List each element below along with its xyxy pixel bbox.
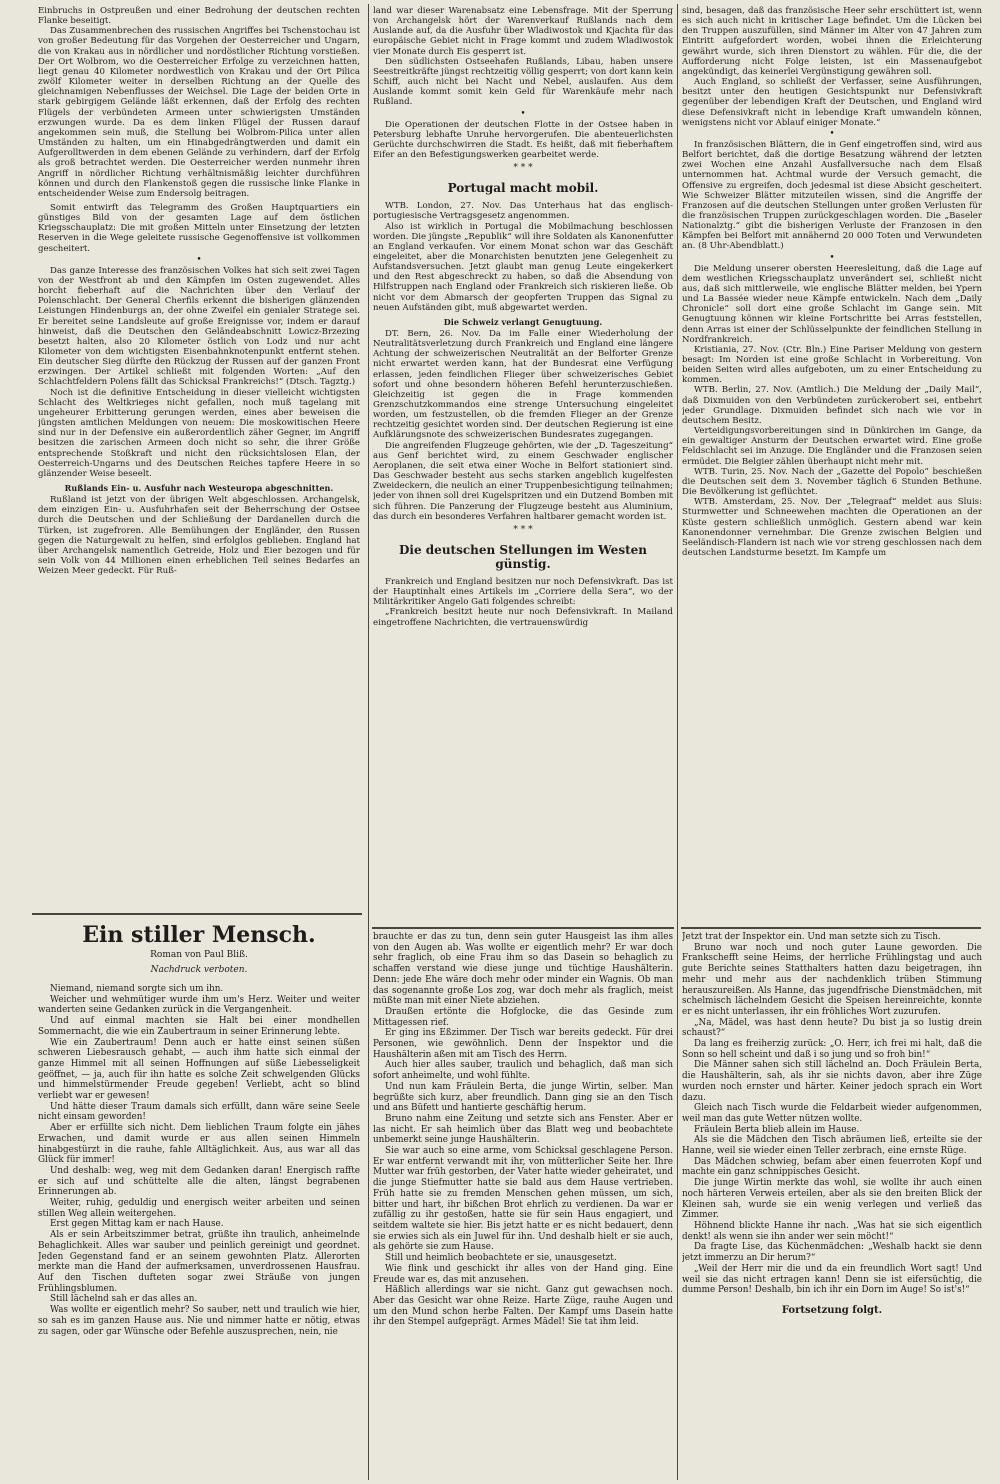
column-divider bbox=[368, 4, 369, 1480]
section-separator: * * * bbox=[513, 163, 533, 174]
paragraph: WTB. Turin, 25. Nov. Nach der „Gazette del Popolo“ beschießen die Deutschen seit dem 3. November täglich 6 Stunden Bethune. Die Bevölkerung ist geflüchtet. bbox=[682, 466, 982, 498]
separator-dot: • bbox=[196, 254, 202, 265]
serial-paragraph: Das Mädchen schwieg, befam aber einen feuerroten Kopf und machte ein ganz schnippisches Gesicht. bbox=[682, 1156, 982, 1178]
serial-paragraph: Was wollte er eigentlich mehr? So sauber, nett und traulich wie hier, so sah es im ganzen Hause aus. Nie und nimmer hatte er nötig, etwas zu sagen, oder gar Wünsche oder Befehle auszusprechen, nein, nie bbox=[38, 1305, 360, 1337]
paragraph: Frankreich und England besitzen nur noch Defensivkraft. Das ist der Hauptinhalt eines Artikels im „Corriere della Sera“, wo der Militärkritiker Angelo Gati folgendes schreibt: bbox=[373, 576, 673, 608]
news-column-3 bbox=[682, 6, 982, 924]
serial-title: Ein stiller Mensch. bbox=[82, 922, 316, 948]
serial-paragraph: Erst gegen Mittag kam er nach Hause. bbox=[50, 1219, 224, 1230]
paragraph: Die angreifenden Flugzeuge gehörten, wie der „D. Tageszeitung“ aus Genf berichtet wird, zu einem Geschwader englischer Aeroplanen, die seit etwa einer Woche in Belfort stationiert sind. Das Geschwader besteht aus sechs starken angeblich kugelfesten Zweideckern, die neulich an einer Truppenbesichtigung teilnahmen; jeder von ihnen soll drei Kugelspritzen und ein Dutzend Bomben mit sich führen. Die Panzerung der Flugzeuge besteht aus Aluminium, das durch ein besonderes Verfahren haltbarer gemacht worden ist. bbox=[373, 440, 673, 522]
separator-dot: • bbox=[829, 252, 835, 263]
paragraph: Den südlichsten Ostseehafen Rußlands, Libau, haben unsere Seestreitkräfte jüngst rechtzeitig völlig gesperrt; von dort kann kein Schiff, auch nicht bei Nacht und Nebel, auslaufen. Aus dem Auslande kommt somit kein Geld für Warenkäufe mehr nach Rußland. bbox=[373, 56, 673, 108]
serial-paragraph: Weicher und wehmütiger wurde ihm um's Herz. Weiter und weiter wanderten seine Gedanken zurück in die Vergangenheit. bbox=[38, 994, 360, 1016]
continued-note: Fortsetzung folgt. bbox=[781, 1304, 883, 1316]
serial-paragraph: Und hätte dieser Traum damals sich erfüllt, dann wäre seine Seele nicht einsam geworden! bbox=[38, 1101, 360, 1123]
section-subheading: Die Schweiz verlangt Genugtuung. bbox=[443, 316, 603, 327]
paragraph: Die Operationen der deutschen Flotte in der Ostsee haben in Petersburg lebhafte Unruhe hervorgerufen. Die abenteuerlichsten Gerüchte durchschwirren die Stadt. Es heißt, daß mit fieberhaftem Eifer an den Befestigungswerken gearbeitet werde. bbox=[373, 119, 673, 161]
section-subheading: Rußlands Ein- u. Ausfuhr nach Westeuropa abgeschnitten. bbox=[64, 483, 334, 494]
serial-paragraph: Und auf einmal machten sie Halt bei einer mondhellen Sommernacht, die wie ein Zaubertraum in seiner Erinnerung lebte. bbox=[38, 1016, 360, 1037]
serial-paragraph: Wie flink und geschickt ihr alles von der Hand ging. Eine Freude war es, das mit anzusehen. bbox=[373, 1263, 673, 1285]
paragraph: Rußland ist jetzt von der übrigen Welt abgeschlossen. Archangelsk, dem einzigen Ein- u. Ausfuhrhafen seit der Beherrschung der Ostsee durch die Deutschen und der Schließung der Dardanellen durch die Türken, ist zugefroren. Alle Bemühungen der Engländer, den Russen gegen die Naturgewalt zu helfen, sind erfolglos geblieben. England hat über Archangelsk namentlich Getreide, Holz und Eier bezogen und für sein Volk von 44 Millionen einen erheblichen Teil seines Bedarfes an Weizen Meer gedeckt. Für Ruß- bbox=[38, 495, 360, 577]
paragraph: Einbruchs in Ostpreußen und einer Bedrohung der deutschen rechten Flanke beseitigt. bbox=[38, 6, 360, 27]
paragraph: sind, besagen, daß das französische Heer sehr erschüttert ist, wenn es sich auch nicht in kritischer Lage befindet. Um die Lücken bei den Truppen auszufüllen, sind Männer im Alter von 47 Jahren zum Eintritt aufgefordert worden, wobei ihnen die Erleichterung gewährt wurde, sich ihren Dienstort zu wählen. Für die, die der Aufforderung nicht Folge leisten, ist ein Massenaufgebot angekündigt, das keinerlei Vergünstigung gewähren soll. bbox=[682, 6, 982, 77]
serial-paragraph: Auch hier alles sauber, traulich und behaglich, daß man sich sofort anheimelte, und wohl fühlte. bbox=[373, 1060, 673, 1082]
paragraph: In französischen Blättern, die in Genf eingetroffen sind, wird aus Belfort berichtet, daß die dortige Besatzung während der letzten zwei Wochen eine Anzahl Ausfallversuche nach dem Elsaß unternommen hat. Achtmal wurde der Versuch gemacht, die Offensive zu ergreifen, doch jedesmal ist diese Absicht gescheitert. Wie Schweizer Blätter mitzuteilen wissen, sind die Angriffe der Franzosen auf die deutschen Stellungen unter großen Verlusten für die französischen Truppen zurückgeschlagen worden. Die „Baseler Nationalztg.“ gibt die bisherigen Verluste der Franzosen in den Kämpfen bei Belfort mit annähernd 20 000 Toten und Verwundeten an. (8 Uhr-Abendblatt.) bbox=[682, 139, 982, 252]
paragraph: DT. Bern, 26. Nov. Da im Falle einer Wiederholung der Neutralitätsverletzung durch Frankreich und England eine längere Achtung der schweizerischen Neutralität an der Belforter Grenze nicht erwartet werden kann, hat der Bundesrat eine Verfügung erlassen, jeden feindlichen Flieger über schweizerisches Gebiet sofort und ohne besondern höheren Befehl herunterzuschießen. Gleichzeitig ist gegen die in Frage kommenden Grenzschutzkommandos eine strenge Untersuchung eingeleitet worden, um festzustellen, ob die fremden Flieger an der Grenze rechtzeitig gesichtet worden sind. Der deutschen Regierung ist eine Aufklärungsnote des schweizerischen Bundesrates zugegangen. bbox=[373, 328, 673, 441]
serial-paragraph: Häßlich allerdings war sie nicht. Ganz gut gewachsen noch. Aber das Gesicht war ohne Reize. Harte Züge, rauhe Augen und um den Mund schon herbe Falten. Der Kampf ums Dasein hatte ihr den Stempel aufgeprägt. Armes Mädel! Sie tat ihm leid. bbox=[373, 1285, 673, 1328]
serial-paragraph: Niemand, niemand sorgte sich um ihn. bbox=[50, 984, 224, 994]
news-column-1 bbox=[38, 6, 360, 910]
article-headline: Portugal macht mobil. bbox=[447, 181, 599, 196]
paragraph: land war dieser Warenabsatz eine Lebensfrage. Mit der Sperrung von Archangelsk hört der Warenverkauf Rußlands nach dem Auslande auf, da die Ausfuhr über Wladiwostok und Kjachta für das europäische Gebiet nicht in Frage kommt und zudem Wladiwostok vier Monate durch Eis gesperrt ist. bbox=[373, 6, 673, 57]
feuilleton-divider bbox=[681, 927, 981, 929]
paragraph: WTB. London, 27. Nov. Das Unterhaus hat das englisch-portugiesische Vertragsgesetz angenommen. bbox=[373, 201, 673, 222]
serial-paragraph: Da fragte Lise, das Küchenmädchen: „Weshalb hackt sie denn jetzt immerzu an Dir herum?“ bbox=[682, 1242, 982, 1264]
serial-paragraph: Bruno nahm eine Zeitung und setzte sich ans Fenster. Aber er las nicht. Er sah heimlich über das Blatt weg und beobachtete unbemerkt seine junge Haushälterin. bbox=[373, 1113, 673, 1146]
serial-paragraph: Er ging ins Eßzimmer. Der Tisch war bereits gedeckt. Für drei Personen, wie gewöhnlich. Denn der Inspektor und die Haushälterin aßen mit am Tisch des Herrn. bbox=[373, 1028, 673, 1060]
reprint-notice: Nachdruck verboten. bbox=[150, 965, 248, 975]
serial-paragraph: Draußen ertönte die Hofglocke, die das Gesinde zum Mittagessen rief. bbox=[373, 1006, 673, 1028]
news-column-2 bbox=[373, 6, 673, 924]
feuilleton-divider bbox=[32, 913, 362, 915]
serial-paragraph: Die junge Wirtin merkte das wohl, sie wollte ihr auch einen noch härteren Verweis erteilen, aber als sie den breiten Blick der Kleinen sah, wurde sie ein wenig verlegen und verließ das Zimmer. bbox=[682, 1178, 982, 1221]
serial-column-2 bbox=[373, 932, 673, 1478]
serial-paragraph: Als er sein Arbeitszimmer betrat, grüßte ihn traulich, anheimelnde Behaglichkeit. Alles war sauber und peinlich gereinigt und geordnet. Jeden Gegenstand fand er an seinem gewohnten Platz. Allerorten merkte man die Hand der aufmerksamen, unverdrossenen Hausfrau. Auf den Tischen dufteten sogar zwei Sträuße von jungen Frühlingsblumen. bbox=[38, 1230, 360, 1294]
serial-paragraph: brauchte er das zu tun, denn sein guter Hausgeist las ihm alles von den Augen ab. Was wollte er eigentlich mehr? Er war doch sehr fraglich, ob eine Frau ihm so das Dasein so behaglich zu schaffen verstand wie diese junge und tüchtige Haushälterin. Denn: jede Ehe wäre doch mehr oder minder ein Wagnis. Ob man das sogenannte große Los zog, war doch mehr als fraglich, meist müßte man mit einer Niete abziehen. bbox=[373, 932, 673, 1007]
serial-paragraph: Als sie die Mädchen den Tisch abräumen ließ, erteilte sie der Hanne, weil sie wieder einen Teller zerbrach, eine ernste Rüge. bbox=[682, 1135, 982, 1157]
serial-paragraph: Da lang es freiherzig zurück: „O. Herr, ich frei mi halt, daß die Sonn so hell scheint und daß i so jung und so froh bin!“ bbox=[682, 1039, 982, 1060]
serial-paragraph: Fräulein Berta blieb allein im Hause. bbox=[694, 1124, 860, 1135]
serial-paragraph: „Na, Mädel, was hast denn heute? Du bist ja so lustig drein schaust?“ bbox=[682, 1017, 982, 1039]
serial-paragraph: „Weil der Herr mir die und da ein freundlich Wort sagt! Und weil sie das nicht ertragen kann! Denn sie ist eifersüchtig, die dumme Person! Deshalb, bin ich ihr ein Dorn im Auge! So ist's!“ bbox=[682, 1263, 982, 1296]
section-separator: * * * bbox=[513, 524, 533, 535]
paragraph: Kristiania, 27. Nov. (Ctr. Bln.) Eine Pariser Meldung von gestern besagt: Im Norden ist eine große Schlacht in Vorbereitung. Von beiden Seiten wird alles aufgeboten, um zu einer Entscheidung zu kommen. bbox=[682, 344, 982, 386]
serial-paragraph: Höhnend blickte Hanne ihr nach. „Was hat sie sich eigentlich denkt! als wenn sie ihn ander wer sein möcht!“ bbox=[682, 1220, 982, 1242]
serial-paragraph: Sie war auch so eine arme, vom Schicksal geschlagene Person. Er war entfernt verwandt mit ihr, von mütterlicher Seite her. Ihre Mutter war früh gestorben, der Vater hatte wieder geheiratet, und die junge Stiefmutter hatte sie bald aus dem Hause vertrieben. Früh hatte sie zu fremden Menschen gehen müssen, um sich, bitter und hart, ihr bißchen Brot ehrlich zu verdienen. Da war er zufällig zu ihr gestoßen, hatte sie für sein Haus engagiert, und seitdem waltete sie hier. Bis jetzt hatte er es nicht bedauert, denn sie erwies sich als ein Juwel für ihn. Und deshalb hielt er sie auch, als gehörte sie zum Hause. bbox=[373, 1146, 673, 1253]
paragraph: Das Zusammenbrechen des russischen Angriffes bei Tschenstochau ist von großer Bedeutung für das Vorgehen der Oesterreicher und Ungarn, die von Krakau aus in nördlicher und nordöstlicher Richtung vorstießen. Der Ort Wolbrom, wo die Oesterreicher Erfolge zu verzeichnen hatten, liegt genau 40 Kilometer nordwestlich von Krakau und der Ort Pilica zwölf Kilometer weiter in derselben Richtung an der Quelle des gleichnamigen Nebenflusses der Weichsel. Die Lage der beiden Orte in stark gebirgigem Gelände läßt erkennen, daß der Erfolg des rechten Flügels der verbündeten Armeen unter schwierigsten Umständen erzwungen wurde. Da es dem linken Flügel der Russen darauf angekommen sein muß, die Stellung bei Wolbrom-Pilica unter allen Umständen zu halten, um ein Hinabgedrängtwerden und damit ein Aufgerolltwerden in dem ebenen Gelände zu verhindern, darf der Erfolg als groß betrachtet werden. Die Oesterreicher werden nunmehr ihren Angriff in nördlicher Richtung verhältnismäßig leichter durchführen können und durch den Flankenstoß gegen die russische linke Flanke in entscheidender Weise zum Endersolg beitragen. bbox=[38, 26, 360, 199]
serial-paragraph: Und deshalb: weg, weg mit dem Gedanken daran! Energisch raffte er sich auf und schüttelte alle die alten, längst begrabenen Erinnerungen ab. bbox=[38, 1165, 360, 1198]
serial-author: Roman von Paul Bliß. bbox=[150, 950, 248, 960]
serial-paragraph: Still und heimlich beobachtete er sie, unausgesetzt. bbox=[385, 1253, 617, 1264]
paragraph: Also ist wirklich in Portugal die Mobilmachung beschlossen worden. Die jüngste „Republik“ will ihre Soldaten als Kanonenfutter an England verkaufen. Vor einem Monat schon war das Geschäft eingeleitet, aber die Monarchisten benutzten jene Gelegenheit zu Aufstandsversuchen. Jetzt glaubt man genug Leute eingekerkert und den Rest abgeschreckt zu haben, so daß die Absendung von Hilfstruppen nach England oder Frankreich sich riskieren ließe. Ob nicht vor dem Abmarsch der geopferten Truppen das Signal zu neuen Aufständen gibt, muß abgewartet werden. bbox=[373, 221, 673, 313]
paragraph: Auch England, so schließt der Verfasser, seine Ausführungen, besitzt unter den heutigen Gesichtspunkt nur Defensivkraft gegenüber der lebendigen Kraft der Deutschen, und England wird diese Defensivkraft nicht in lebendige Kraft umwandeln können, wenigstens nicht vor Ablauf einiger Monate.“ bbox=[682, 77, 982, 128]
serial-paragraph: Bruno war noch und noch guter Laune geworden. Die Frankschefft seine Heims, der herrliche Frühlingstag und auch gute Berichte seines Statthalters hatten dazu beigetragen, ihn mehr und mehr aus der nachdenklich trüben Stimmung herauszureißen. Als Hanne, das jugendfrische Dienstmädchen, mit schelmisch lächelndem Gesicht die Speisen hereinreichte, konnte er es nicht unterlassen, ihr ein fröhliches Wort zuzurufen. bbox=[682, 942, 982, 1017]
paragraph: „Frankreich besitzt heute nur noch Defensivkraft. In Mailand eingetroffene Nachrichten, die vertrauenswürdig bbox=[373, 607, 673, 628]
column-divider bbox=[677, 4, 678, 1480]
separator-dot: • bbox=[829, 128, 835, 139]
serial-paragraph: Weiter, ruhig, geduldig und energisch weiter arbeiten und seinen stillen Weg allein weitergehen. bbox=[38, 1198, 360, 1219]
serial-paragraph: Still lächelnd sah er das alles an. bbox=[50, 1294, 198, 1305]
serial-paragraph: Gleich nach Tisch wurde die Feldarbeit wieder aufgenommen, weil man das gute Wetter nützen wollte. bbox=[682, 1103, 982, 1124]
serial-column-1 bbox=[38, 918, 360, 1478]
serial-column-3 bbox=[682, 932, 982, 1478]
paragraph: WTB. Amsterdam, 25. Nov. Der „Telegraaf“ meldet aus Sluis: Sturmwetter und Schneewehen machten die Operationen an der Küste gestern schließlich unmöglich. Gestern abend war kein Kanonendonner vernehmbar. Die Grenze zwischen Belgien und Seeländisch-Flandern ist nach wie vor streng geschlossen nach dem deutschen Landsturme besetzt. Im Kampfe um bbox=[682, 497, 982, 558]
paragraph: Verteidigungsvorbereitungen sind in Dünkirchen im Gange, da ein gewaltiger Ansturm der Deutschen erwartet wird. Eine große Feldschlacht sei im Anzuge. Die Engländer und die Franzosen seien ermüdet. Die Belgier zählen überhaupt nicht mehr mit. bbox=[682, 426, 982, 467]
serial-paragraph: Und nun kam Fräulein Berta, die junge Wirtin, selber. Man begrüßte sich kurz, aber freundlich. Dann ging sie an den Tisch und ans Büfett und hantierte geschäftig herum. bbox=[373, 1081, 673, 1114]
serial-paragraph: Die Männer sahen sich still lächelnd an. Doch Fräulein Berta, die Haushälterin, sah, als ihr sie nichts davon, aber ihre Züge wurden noch ernster und härter. Keiner jedoch sprach ein Wort dazu. bbox=[682, 1060, 982, 1103]
paragraph: WTB. Berlin, 27. Nov. (Amtlich.) Die Meldung der „Daily Mail“, daß Dixmuiden von den Verbündeten zurückerobert sei, entbehrt jeder Grundlage. Dixmuiden befindet sich nach wie vor in deutschem Besitz. bbox=[682, 385, 982, 426]
paragraph: Das ganze Interesse des französischen Volkes hat sich seit zwei Tagen von der Westfront ab und den Kämpfen im Osten zugewendet. Alles horcht fieberhaft auf die Nachrichten über den Verlauf der Polenschlacht. Der General Cherfils erkennt die bisherigen glänzenden Leistungen Hindenburgs an, der ohne Zweifel ein genialer Stratege sei. Er bereitet seine Landsleute auf große Ereignisse vor, indem er darauf hinweist, daß die Deutschen den Geländeabschnitt Lowicz-Brzezing besetzt halten, also 20 Kilometer östlich von Lodz und nur acht Kilometer von dem wichtigsten Eisenbahnknotenpunkt entfernt stehen. Ein deutscher Sieg dürfte den Rückzug der Russen auf der ganzen Front erzwingen. Der Artikel schließt mit folgenden Worten: „Auf den Schlachtfeldern Polens fällt das Schicksal Frankreichs!“ (Dtsch. Tagztg.) bbox=[38, 265, 360, 388]
serial-paragraph: Wie ein Zaubertraum! Denn auch er hatte einst seinen süßen schweren Liebesrausch gehabt, — auch ihm hatte sich einmal der ganze Himmel mit all seinen Hoffnungen auf süße Liebesseligkeit geöffnet, — ja, auch für ihn hatte es solche Zeit schwelgenden Glücks und himmelstürmender Freude gegeben! Verliebt, acht so blind verliebt war er gewesen! bbox=[38, 1037, 360, 1102]
paragraph: Die Meldung unserer obersten Heeresleitung, daß die Lage auf dem westlichen Kriegsschauplatz unverändert sei, schließt nicht aus, daß sich mittlerweile, wie englische Blätter melden, bei Ypern und La Bassée wieder neue Kämpfe entwickeln. Nach dem „Daily Chronicle“ soll dort eine große Schlacht im Gange sein. Mit Genugtuung können wir kleine Fortschritte bei Arras feststellen, denn Arras ist einer der Schlüsselpunkte der feindlichen Stellung in Nordfrankreich. bbox=[682, 263, 982, 345]
serial-paragraph: Aber er erfüllte sich nicht. Dem lieblichen Traum folgte ein jähes Erwachen, und damit wurde er aus allen seinen Himmeln hinabgestürzt in die rauhe, fahle Alltäglichkeit. Aus, aus war all das Glück für immer! bbox=[38, 1123, 360, 1166]
serial-paragraph: Jetzt trat der Inspektor ein. Und man setzte sich zu Tisch. bbox=[682, 932, 941, 942]
paragraph: Noch ist die definitive Entscheidung in dieser vielleicht wichtigsten Schlacht des Weltkrieges nicht gefallen, noch muß tagelang mit ungeheurer Erbitterung gerungen werden, eines aber beweisen die jüngsten amtlichen Meldungen von neuem: Die moskowitischen Heere sind nur in der Defensive ein außerordentlich zäher Gegner, im Angriff besitzen die zarischen Armeen doch nicht so sehr, die ihrer Größe entsprechende Stoßkraft und nicht den rücksichtslosen Elan, der Oesterreich-Ungarns und des Deutschen Reiches tapfere Heere in so glänzender Weise beseelt. bbox=[38, 387, 360, 479]
article-headline: Die deutschen Stellungen im Westen günstig. bbox=[399, 542, 647, 571]
paragraph: Somit entwirft das Telegramm des Großen Hauptquartiers ein günstiges Bild von der gesamten Lage auf dem östlichen Kriegsschauplatz: Die mit großen Mitteln unter Einsetzung der letzten Reserven in die Wege geleitete russische Gegenoffensive ist vollkommen gescheitert. bbox=[38, 202, 360, 254]
feuilleton-divider bbox=[372, 927, 674, 929]
separator-dot: • bbox=[520, 108, 526, 119]
